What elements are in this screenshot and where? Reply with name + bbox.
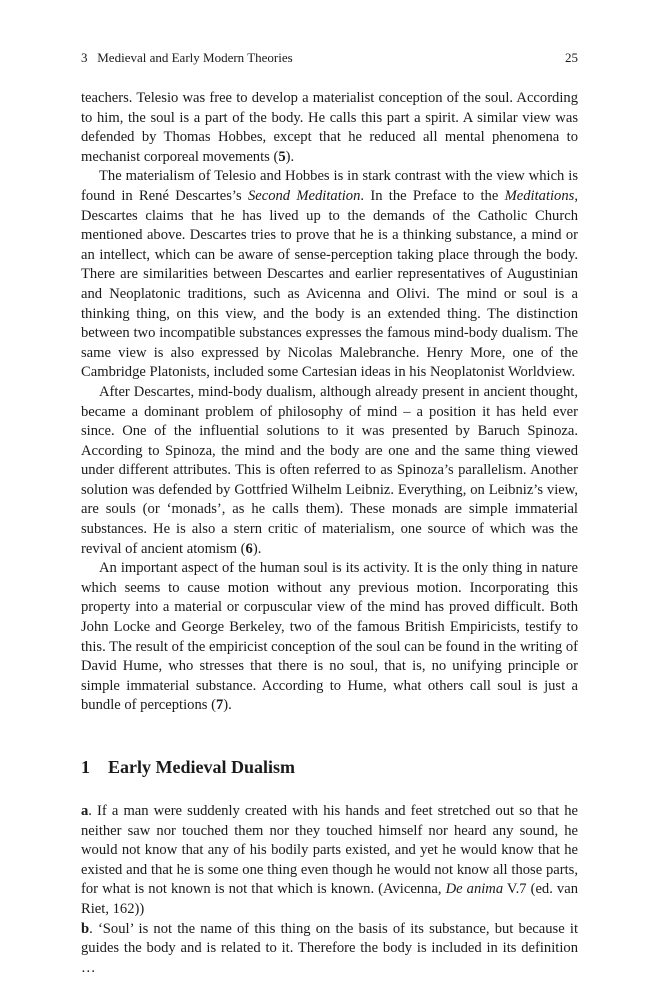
paragraph: The materialism of Telesio and Hobbes is in stark contrast with the view which is found in René Descartes’s Second Meditation. In the Preface to the Meditations, Descartes claims that he has lived up to the demands of the Catholic Church mentioned above. Descartes tries to prove that he is a thinking substance, a mind or an intellect, which can be aware of sense-perception taking place through the body. There are similarities between Descartes and earlier representatives of Augustinian and Neoplatonic traditions, such as Avicenna and Olivi. The mind or soul is a thinking thing, on this view, and the body is an extended thing. The distinction between two incompatible substances expresses the famous mind-body dualism. The same view is also expressed by Nicolas Malebranche. Henry More, one of the Cambridge Platonists, included some Cartesian ideas in his Neoplatonist Worldview. — [81, 168, 578, 381]
paragraph: An important aspect of the human soul is its activity. It is the only thing in nature which seems to cause motion without any previous motion. Incorporating this property into a material or corpuscular view of the mind has proved difficult. Both John Locke and George Berkeley, two of the famous British Empiricists, testify to this. The result of the empiricist conception of the soul can be found in the writing of David Hume, who stresses that there is no soul, that is, no unifying principle or simple immaterial substance. According to Hume, what others call soul is just a bundle of perceptions (7). — [81, 560, 578, 714]
paragraph: After Descartes, mind-body dualism, although already present in ancient thought, became a dominant problem of philosophy of mind – a position it has held ever since. One of the influential solutions to it was presented by Baruch Spinoza. According to Spinoza, the mind and the body are one and the same thing viewed under different attributes. This is often referred to as Spinoza’s parallelism. Another solution was defended by Gottfried Wilhelm Leibniz. Everything, on Leibniz’s view, are souls (or ‘monads’, as he calls them). These monads are simple immaterial substances. He is also a stern critic of materialism, one source of which was the revival of ancient atomism (6). — [81, 383, 578, 557]
quote-label: a — [81, 803, 89, 819]
body-text — [81, 89, 578, 978]
quote-text: . ‘Soul’ is not the name of this thing on the basis of its substance, but because it guides the body and is related to it. Therefore the body is included in its definition … — [81, 920, 578, 976]
chapter-title: 3 Medieval and Early Modern Theories — [81, 50, 293, 65]
page-number: 25 — [565, 50, 578, 65]
quote-text: . If a man were suddenly created with his hands and feet stretched out so that he neither saw nor touched them nor they touched himself nor heard any sound, he would not know that any of his bodily parts existed, and yet he would know that he existed and that he is some one thing even though he would not know all those parts, for what is not known is not that which is known. (Avicenna, De anima V.7 (ed. van Riet, 162)) — [81, 803, 579, 917]
running-head — [81, 50, 578, 66]
section-title: Early Medieval Dualism — [108, 757, 295, 777]
section-heading — [81, 755, 578, 779]
section-number: 1 — [81, 757, 90, 777]
quote-a — [81, 802, 578, 920]
paragraph: teachers. Telesio was free to develop a materialist conception of the soul. According to him, the soul is a part of the body. He calls this part a spirit. A similar view was defended by Thomas Hobbes, except that he reduced all mental phenomena to mechanist corporeal movements (5). — [81, 90, 578, 165]
quote-label: b — [81, 920, 90, 937]
quote-b — [81, 920, 578, 979]
